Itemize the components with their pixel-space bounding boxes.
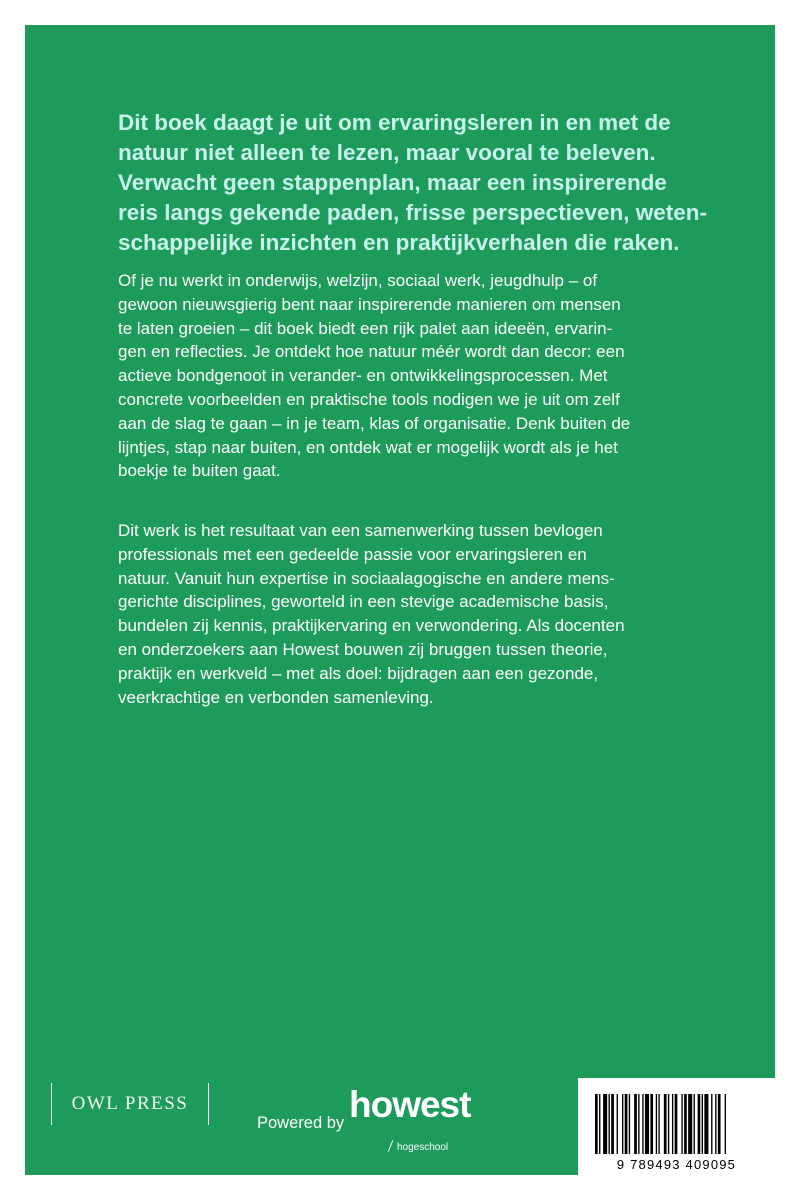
barcode-box (578, 1078, 775, 1175)
paragraph-line: concrete voorbeelden en praktische tools nodigen we je uit om zelf (118, 389, 620, 409)
barcode-bar (629, 1094, 630, 1154)
barcode-bar (698, 1094, 701, 1154)
barcode-bar (668, 1094, 669, 1154)
paragraph-line: Of je nu werkt in onderwijs, welzijn, sociaal werk, jeugdhulp – of (118, 271, 598, 290)
lead-line: schappelijke inzichten en praktijkverhalen die raken. (118, 230, 680, 255)
paragraph-line: gen en reflecties. Je ontdekt hoe natuur méér wordt dan decor: een (118, 342, 625, 362)
barcode-bar (599, 1094, 600, 1154)
barcode-bar (625, 1094, 628, 1154)
powered-by-label: Powered by (257, 1114, 345, 1132)
barcode-bar (617, 1094, 618, 1154)
logo-slash (388, 1140, 393, 1152)
back-cover (25, 25, 775, 1175)
paragraph-line: Dit werk is het resultaat van een samenwerking tussen bevlogen (118, 521, 603, 540)
barcode-bar (658, 1094, 659, 1154)
barcode-bar (725, 1094, 726, 1154)
paragraph-line: gewoon nieuwsgierig bent naar inspirerende manieren om mensen (118, 294, 621, 314)
barcode-bar (664, 1094, 667, 1154)
barcode-bar (634, 1094, 637, 1154)
barcode-bar (672, 1094, 673, 1154)
barcode-bar (718, 1094, 721, 1154)
paragraph-line: lijntjes, stap naar buiten, en ontdek wat er mogelijk wordt als je het (118, 437, 618, 457)
barcode-bar (715, 1094, 716, 1154)
barcode-bar (702, 1094, 703, 1154)
howest-logo: howest (349, 1084, 471, 1125)
paragraph-line: boekje te buiten gaat. (118, 461, 281, 481)
barcode-bar (656, 1094, 657, 1154)
paragraph-line: en onderzoekers aan Howest bouwen zij bruggen tussen theorie, (118, 639, 608, 659)
barcode-bar (609, 1094, 610, 1154)
barcode-bar (694, 1094, 695, 1154)
barcode-bar (645, 1094, 649, 1154)
lead-line: Dit boek daagt je uit om ervaringsleren in en met de (118, 110, 671, 135)
barcode-bar (611, 1094, 614, 1154)
paragraph-line: aan de slag te gaan – in je team, klas of organisatie. Denk buiten de (118, 413, 631, 433)
paragraph-line: natuur. Vanuit hun expertise in sociaalagogische en andere mens- (118, 568, 615, 588)
paragraph-line: te laten groeien – dit boek biedt een rijk palet aan ideeën, ervarin- (118, 318, 613, 338)
barcode-bar (650, 1094, 653, 1154)
paragraph-line: praktijk en werkveld – met als doel: bijdragen aan een gezonde, (118, 663, 599, 683)
paragraph-line: gerichte disciplines, geworteld in een stevige academische basis, (118, 592, 609, 612)
howest-subtitle: hogeschool (397, 1142, 449, 1153)
body-paragraph-2 (118, 519, 738, 709)
barcode-bar (638, 1094, 639, 1154)
barcode-bar (684, 1094, 687, 1154)
lead-text (118, 108, 718, 258)
barcode-bar (711, 1094, 712, 1154)
barcode-bar (681, 1094, 682, 1154)
barcode-bar (595, 1094, 598, 1154)
barcode-bar (642, 1094, 643, 1154)
paragraph-line: professionals met een gedeelde passie voor ervaringsleren en (118, 544, 587, 564)
isbn-number: 9 789493 409095 (616, 1157, 737, 1172)
lead-line: reis langs gekende paden, frisse perspectieven, weten- (118, 200, 707, 225)
barcode-icon (595, 1094, 759, 1154)
paragraph-line: bundelen zij kennis, praktijkervaring en verwondering. Als docenten (118, 616, 625, 636)
paragraph-line: veerkrachtige en verbonden samenleving. (118, 687, 434, 707)
barcode-bar (675, 1094, 678, 1154)
barcode-bar (688, 1094, 692, 1154)
barcode-bar (603, 1094, 607, 1154)
body-paragraph-1 (118, 269, 738, 483)
lead-line: natuur niet alleen te lezen, maar vooral te beleven. (118, 140, 656, 165)
lead-line: Verwacht geen stappenplan, maar een inspirerende (118, 170, 667, 195)
publisher-logo: OWL PRESS (51, 1083, 209, 1125)
barcode-bar (622, 1094, 623, 1154)
barcode-bar (704, 1094, 708, 1154)
paragraph-line: actieve bondgenoot in verander- en ontwikkelingsprocessen. Met (118, 366, 608, 386)
